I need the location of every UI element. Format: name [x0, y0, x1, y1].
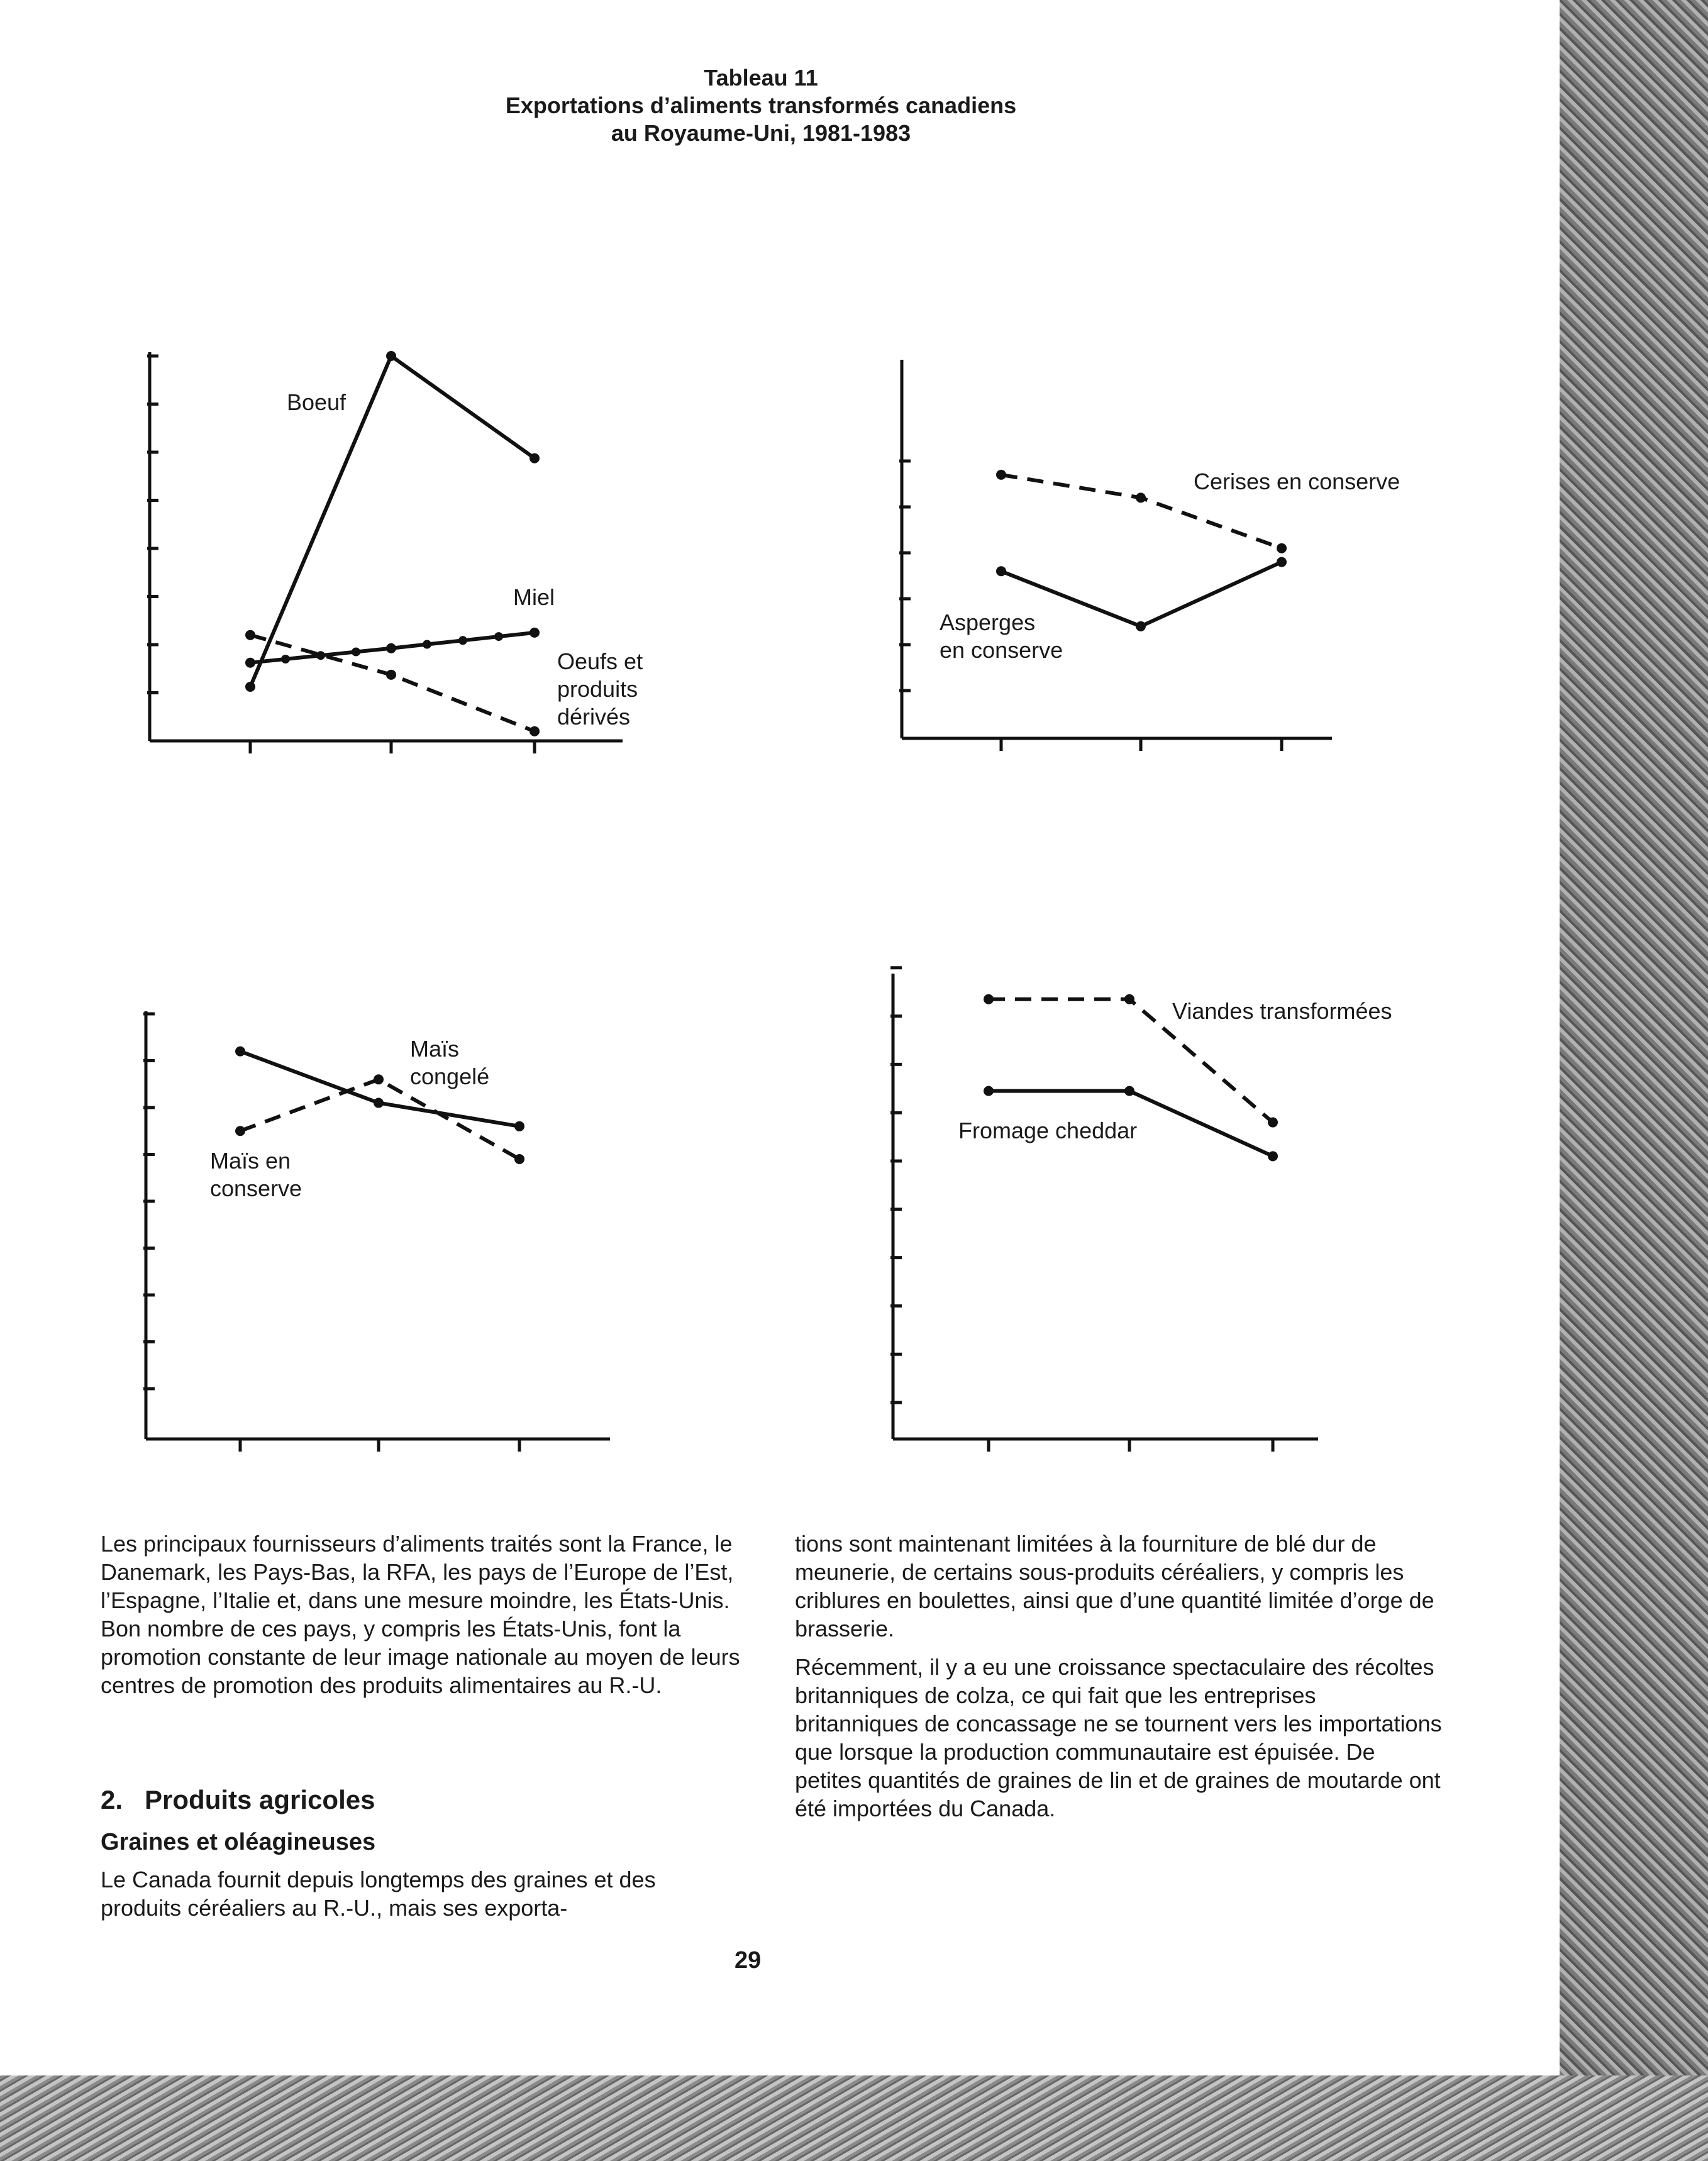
data-point — [984, 994, 994, 1004]
data-point — [984, 1086, 994, 1096]
data-point — [374, 1098, 384, 1108]
data-point — [386, 670, 396, 680]
line-bead — [352, 647, 360, 656]
data-point — [1277, 543, 1287, 553]
line-bead — [316, 651, 325, 660]
title-line-1: Exportations d’aliments transformés canadiens — [505, 92, 1017, 118]
series-line — [1001, 562, 1282, 626]
series-label: Boeuf — [287, 389, 347, 415]
data-point — [996, 470, 1006, 480]
data-point — [1124, 994, 1134, 1004]
bottom-shadow — [0, 2075, 1708, 2161]
paragraph: Les principaux fournisseurs d’aliments traités sont la France, le Danemark, les Pays-Bas, la RFA, les pays de l’Europe de l’Est, l’Espagne, l’Italie et, dans une mesure moindre, les États-Unis. Bon nombre de ces pays, y compris les États-Unis, font la promotion constante de leur image nationale au moyen de leurs centres de promotion des produits alimentaires au R.-U. — [101, 1531, 740, 1698]
series-label — [557, 648, 643, 730]
data-point — [530, 726, 540, 736]
data-point — [386, 351, 396, 361]
data-point — [374, 1074, 384, 1084]
page-title — [0, 64, 1522, 147]
binding-shadow — [1560, 0, 1708, 2161]
series-label-line: en conserve — [940, 637, 1063, 663]
series-label-line: Oeufs et — [557, 648, 643, 674]
data-point — [245, 630, 255, 640]
sub-heading: Graines et oléagineuses — [101, 1829, 376, 1855]
data-point — [530, 628, 540, 638]
page-number: 29 — [735, 1947, 762, 1974]
data-point — [514, 1154, 524, 1164]
data-point — [1124, 1086, 1134, 1096]
series-label — [410, 1036, 489, 1089]
data-point — [996, 566, 1006, 576]
data-point — [1268, 1118, 1278, 1128]
series-label: Viandes transformées — [1172, 998, 1392, 1024]
series-label: Fromage cheddar — [958, 1118, 1138, 1143]
data-point — [235, 1047, 245, 1057]
series-label-line: Maïs en — [210, 1148, 291, 1174]
series-label-line: dérivés — [557, 704, 631, 730]
series-label-line: produits — [557, 676, 638, 702]
paragraph: Récemment, il y a eu une croissance spectaculaire des récoltes britanniques de colza, ce qui fait que les entreprises britanniques de concassage ne se tournent vers les importations que lorsque la production communautaire est épuisée. De petites quantités de graines de lin et de graines de moutarde ont été importées du Canada. — [795, 1654, 1442, 1821]
data-point — [530, 453, 540, 464]
series-label — [210, 1148, 302, 1201]
chart-boeuf-miel-oeufs — [0, 277, 723, 818]
paragraph: Le Canada fournit depuis longtemps des graines et des produits céréaliers au R.-U., mais ses exporta- — [101, 1867, 656, 1921]
data-point — [235, 1126, 245, 1136]
table-number: Tableau 11 — [704, 65, 818, 91]
series-label: Cerises en conserve — [1194, 469, 1400, 494]
data-point — [245, 658, 255, 668]
data-point — [1268, 1151, 1278, 1161]
line-bead — [423, 640, 431, 649]
chart-cerises-asperges — [723, 314, 1446, 818]
line-bead — [458, 636, 467, 645]
series-label-line: Asperges — [940, 609, 1036, 635]
section-heading: 2. Produits agricoles — [101, 1785, 375, 1814]
series-label: Miel — [513, 584, 555, 610]
paragraph: tions sont maintenant limitées à la fourniture de blé dur de meunerie, de certains sous-produits céréaliers, y compris les criblures en boulettes, ainsi que d’une quantité limitée d’orge de brasserie. — [795, 1531, 1434, 1642]
series-label-line: conserve — [210, 1175, 302, 1201]
line-bead — [494, 632, 503, 641]
series-label-line: congelé — [410, 1064, 490, 1089]
title-line-2: au Royaume-Uni, 1981-1983 — [611, 120, 911, 146]
left-column — [101, 1530, 742, 1709]
series-label-line: Maïs — [410, 1036, 460, 1062]
chart-mais — [0, 925, 723, 1503]
data-point — [245, 682, 255, 692]
left-column-continued — [101, 1865, 742, 1932]
right-column — [795, 1530, 1443, 1833]
data-point — [1277, 557, 1287, 567]
data-point — [1136, 621, 1146, 631]
chart-viandes-fromage — [723, 906, 1446, 1503]
data-point — [1136, 492, 1146, 503]
series-label — [940, 609, 1063, 663]
data-point — [386, 643, 396, 653]
data-point — [514, 1121, 524, 1131]
line-bead — [281, 655, 290, 664]
